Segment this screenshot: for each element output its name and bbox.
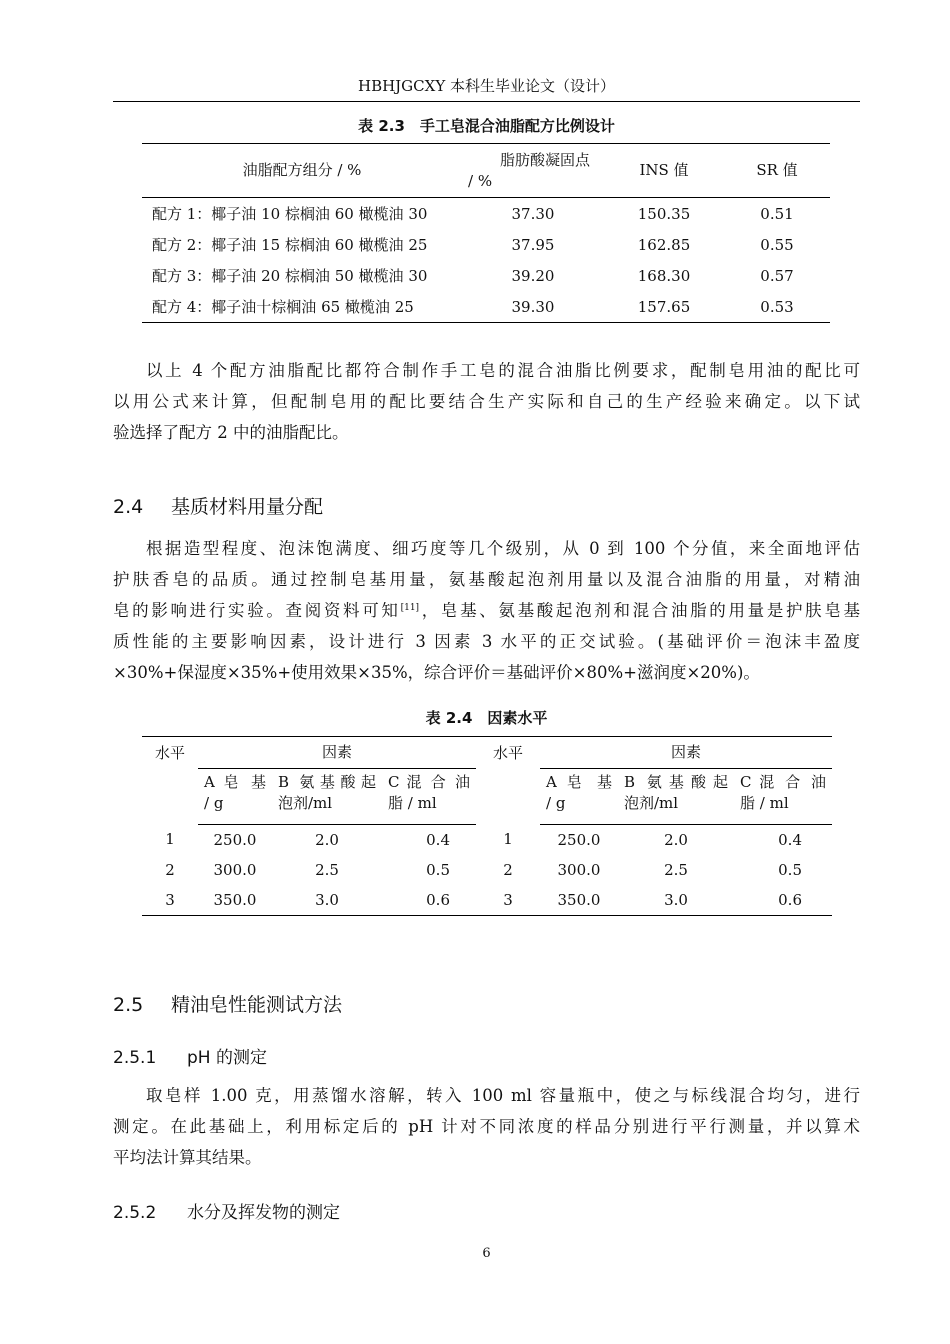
paragraph-ph-method — [113, 1080, 860, 1173]
factor-a-line2: / g — [204, 794, 224, 812]
factor-c-line2: 脂 / ml — [740, 794, 789, 812]
cell-factor-a: 300.0 — [557, 860, 601, 879]
subsection-title: pH 的测定 — [187, 1048, 267, 1068]
cell-formula: 配方 1：椰子油 10 棕榈油 60 橄榄油 30 — [152, 205, 428, 223]
paragraph-line: 测定。在此基础上，利用标定后的 pH 计对不同浓度的样品分别进行平行测量，并以算术 — [113, 1117, 860, 1136]
paragraph-line: 护肤香皂的品质。通过控制皂基用量，氨基酸起泡剂用量以及混合油脂的用量，对精油 — [113, 570, 860, 589]
cell-level: 1 — [165, 830, 175, 849]
factor-a-line1: A 皂 基 — [204, 773, 266, 791]
factor-a-line2: / g — [546, 794, 566, 812]
cell-factor-a: 350.0 — [213, 890, 257, 909]
running-head: HBHJGCXY 本科生毕业论文（设计） — [357, 77, 615, 95]
section-title: 精油皂性能测试方法 — [171, 994, 343, 1016]
level-header: 水平 — [154, 744, 185, 762]
factor-c-header — [382, 769, 476, 825]
cell-formula: 配方 2：椰子油 15 棕榈油 60 橄榄油 25 — [152, 236, 428, 254]
factor-a-header — [198, 769, 272, 825]
table-row — [142, 198, 830, 230]
paragraph-text: 皂的影响进行实验。查阅资料可知 — [113, 601, 401, 620]
col-header-formula: 油脂配方组分 / % — [142, 144, 462, 198]
cell-ins: 157.65 — [637, 297, 691, 316]
paragraph-line: 验选择了配方 2 中的油脂配比。 — [113, 423, 349, 442]
cell-solidifying-point: 39.30 — [511, 297, 555, 316]
table-row — [142, 229, 830, 260]
col-header-ins: INS 值 — [604, 144, 724, 198]
paragraph-line — [113, 595, 860, 626]
table-row — [142, 260, 830, 291]
factor-b-header — [272, 769, 382, 825]
header-rule — [113, 101, 860, 102]
paragraph-line: ×30%+保湿度×35%+使用效果×35%，综合评价＝基础评价×80%+滋润度×20%)。 — [113, 663, 760, 682]
cell-formula: 配方 4：椰子油十棕榈油 65 橄榄油 25 — [152, 298, 414, 316]
cell-level: 2 — [503, 860, 513, 879]
cell-level: 2 — [165, 860, 175, 879]
cell-factor-a: 350.0 — [557, 890, 601, 909]
table-row — [142, 825, 832, 856]
table-header-row — [142, 144, 830, 198]
cell-factor-b: 2.5 — [664, 860, 688, 879]
table-row — [142, 885, 832, 916]
col-header-solidifying-point-line2: / % — [468, 171, 493, 190]
cell-factor-b: 3.0 — [664, 890, 688, 909]
paragraph-line: 平均法计算其结果。 — [113, 1148, 262, 1167]
section-number: 2.5 — [113, 994, 144, 1016]
cell-solidifying-point: 37.95 — [511, 235, 555, 254]
level-header: 水平 — [492, 744, 523, 762]
citation-reference: [11] — [400, 603, 420, 613]
col-header-sr: SR 值 — [724, 144, 830, 198]
cell-factor-b: 3.0 — [315, 890, 339, 909]
subsection-number: 2.5.1 — [113, 1048, 157, 1068]
cell-ins: 162.85 — [637, 235, 691, 254]
factor-b-line1: B 氨基酸起 — [624, 773, 728, 791]
paragraph-text: ，皂基、氨基酸起泡剂和混合油脂的用量是护肤皂基 — [419, 601, 861, 620]
cell-formula: 配方 3：椰子油 20 棕榈油 50 橄榄油 30 — [152, 267, 428, 285]
section-heading-2-5 — [113, 990, 342, 1017]
cell-level: 3 — [503, 890, 513, 909]
paragraph-line: 根据造型程度、泡沫饱满度、细巧度等几个级别，从 0 到 100 个分值，来全面地评估 — [146, 539, 860, 558]
factor-c-line2: 脂 / ml — [388, 794, 437, 812]
table-row — [142, 855, 832, 885]
subsection-heading-2-5-1 — [113, 1043, 267, 1068]
cell-ins: 168.30 — [637, 266, 691, 285]
factor-group-header: 因素 — [540, 737, 832, 769]
factor-b-header — [618, 769, 734, 825]
section-title: 基质材料用量分配 — [171, 496, 324, 518]
paragraph-line: 质性能的主要影响因素，设计进行 3 因素 3 水平的正交试验。(基础评价＝泡沫丰盈度 — [113, 632, 860, 651]
table-2-3 — [142, 143, 830, 323]
section-heading-2-4 — [113, 492, 323, 519]
factor-b-line1: B 氨基酸起 — [278, 773, 376, 791]
cell-level: 1 — [503, 830, 513, 849]
cell-sr: 0.55 — [760, 235, 794, 254]
factor-c-header — [734, 769, 832, 825]
table-2-4 — [142, 736, 832, 916]
paragraph-orthogonal-design — [113, 533, 860, 688]
cell-level: 3 — [165, 890, 175, 909]
cell-sr: 0.51 — [760, 204, 794, 223]
cell-factor-a: 300.0 — [213, 860, 257, 879]
cell-factor-a: 250.0 — [213, 830, 257, 849]
factor-c-line1: C 混 合 油 — [740, 773, 826, 791]
col-header-solidifying-point-line1: 脂肪酸凝固点 — [499, 150, 590, 169]
factor-group-row — [142, 737, 832, 769]
paragraph-line: 取皂样 1.00 克，用蒸馏水溶解，转入 100 ml 容量瓶中，使之与标线混合均匀，进行 — [146, 1086, 860, 1105]
factor-a-header — [540, 769, 618, 825]
factor-c-line1: C 混 合 油 — [388, 773, 470, 791]
paragraph-line: 以用公式来计算，但配制皂用的配比要结合生产实际和自己的生产经验来确定。以下试 — [113, 392, 860, 411]
cell-factor-b: 2.0 — [664, 830, 688, 849]
cell-factor-a: 250.0 — [557, 830, 601, 849]
subsection-number: 2.5.2 — [113, 1203, 157, 1223]
cell-factor-c: 0.4 — [778, 830, 802, 849]
subsection-title: 水分及挥发物的测定 — [187, 1203, 340, 1223]
cell-factor-c: 0.6 — [778, 890, 802, 909]
cell-factor-c: 0.5 — [426, 860, 450, 879]
cell-solidifying-point: 39.20 — [511, 266, 555, 285]
cell-sr: 0.57 — [760, 266, 794, 285]
table-2-4-caption: 表 2.4 因素水平 — [425, 709, 548, 727]
table-row — [142, 291, 830, 323]
page-number: 6 — [482, 1246, 491, 1261]
factor-group-header: 因素 — [198, 737, 476, 769]
table-2-3-caption: 表 2.3 手工皂混合油脂配方比例设计 — [358, 117, 615, 135]
subsection-heading-2-5-2 — [113, 1198, 340, 1223]
cell-factor-b: 2.0 — [315, 830, 339, 849]
cell-factor-c: 0.6 — [426, 890, 450, 909]
cell-factor-b: 2.5 — [315, 860, 339, 879]
factor-b-line2: 泡剂/ml — [624, 794, 679, 812]
col-header-solidifying-point — [462, 144, 604, 198]
factor-a-line1: A 皂 基 — [546, 773, 612, 791]
cell-sr: 0.53 — [760, 297, 794, 316]
cell-factor-c: 0.5 — [778, 860, 802, 879]
cell-solidifying-point: 37.30 — [511, 204, 555, 223]
paragraph-line: 以上 4 个配方油脂配比都符合制作手工皂的混合油脂比例要求，配制皂用油的配比可 — [146, 361, 860, 380]
cell-ins: 150.35 — [637, 204, 691, 223]
cell-factor-c: 0.4 — [426, 830, 450, 849]
paragraph-formula-selection — [113, 355, 860, 448]
factor-b-line2: 泡剂/ml — [278, 794, 333, 812]
section-number: 2.4 — [113, 496, 144, 518]
